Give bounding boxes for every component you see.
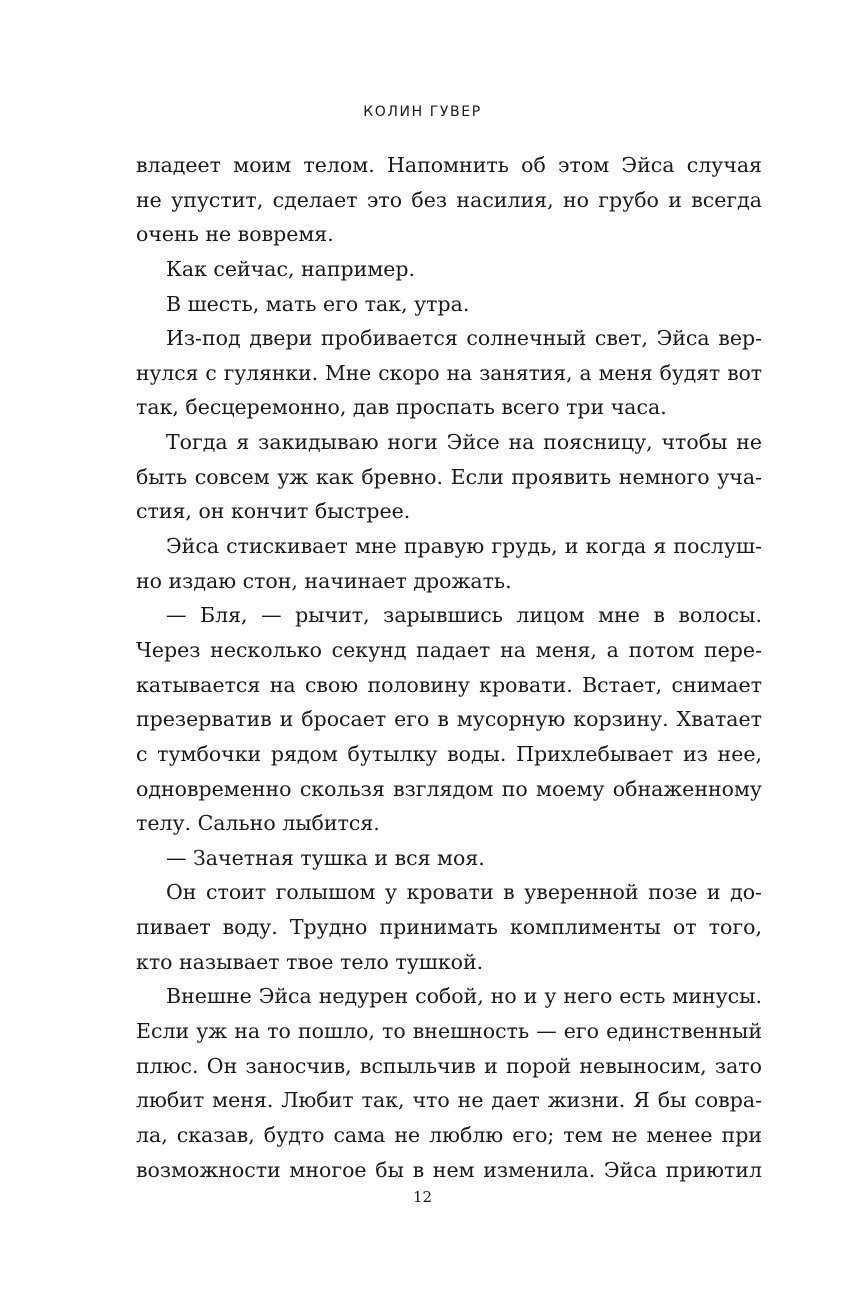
text-line: быть совсем уж как бревно. Если проявить немного уча- [136, 464, 762, 489]
text-line: стия, он кончит быстрее. [136, 499, 411, 524]
text-line: Как сейчас, например. [166, 256, 416, 281]
text-line: с тумбочки рядом бутылку воды. Прихлебывает из нее, [136, 741, 762, 766]
text-line: катывается на свою половину кровати. Встает, снимает [136, 672, 762, 697]
text-line: презерватив и бросает его в мусорную корзину. Хватает [136, 707, 762, 732]
text-line: Внешне Эйса недурен собой, но и у него есть минусы. [166, 984, 762, 1009]
text-line: Из-под двери пробивается солнечный свет, Эйса вер- [166, 326, 762, 351]
text-line: Эйса стискивает мне правую грудь, и когда я послуш- [166, 534, 762, 559]
text-line: Он стоит голышом у кровати в уверенной позе и до- [166, 880, 762, 905]
text-line: — Зачетная тушка и вся моя. [166, 845, 485, 870]
text-line: любит меня. Любит так, что не дает жизни. Я бы совра- [136, 1088, 762, 1113]
text-line: так, бесцеремонно, дав проспать всего три часа. [136, 395, 667, 420]
text-line: владеет моим телом. Напомнить об этом Эйса случая [136, 153, 762, 177]
page-number: 12 [412, 1188, 433, 1206]
text-line: кто называет твое тело тушкой. [136, 949, 484, 974]
text-line: ла, сказав, будто сама не люблю его; тем не менее при [136, 1122, 762, 1147]
text-line: одновременно скользя взглядом по моему обнаженному [136, 776, 762, 801]
text-line: плюс. Он заносчив, вспыльчив и порой невыносим, зато [136, 1053, 762, 1078]
text-line: но издаю стон, начинает дрожать. [136, 568, 512, 593]
text-line: Если уж на то пошло, то внешность — его единственный [136, 1019, 762, 1044]
text-line: нулся с гулянки. Мне скоро на занятия, а меня будят вот [136, 360, 762, 385]
text-line: телу. Сально лыбится. [136, 811, 380, 836]
text-line: очень не вовремя. [136, 222, 334, 247]
text-line: Тогда я закидываю ноги Эйсе на поясницу, чтобы не [166, 430, 762, 455]
text-line: Через несколько секунд падает на меня, а потом пере- [136, 637, 762, 662]
running-head-author: КОЛИН ГУВЕР [363, 104, 482, 120]
text-line: возможности многое бы в нем изменила. Эйса приютил [136, 1157, 762, 1182]
text-line: не упустит, сделает это без насилия, но грубо и всегда [136, 187, 762, 212]
body-text [136, 148, 762, 1187]
text-line: В шесть, мать его так, утра. [166, 291, 470, 316]
text-line: пивает воду. Трудно принимать комплименты от того, [136, 915, 762, 940]
text-line: — Бля, — рычит, зарывшись лицом мне в волосы. [166, 603, 762, 628]
